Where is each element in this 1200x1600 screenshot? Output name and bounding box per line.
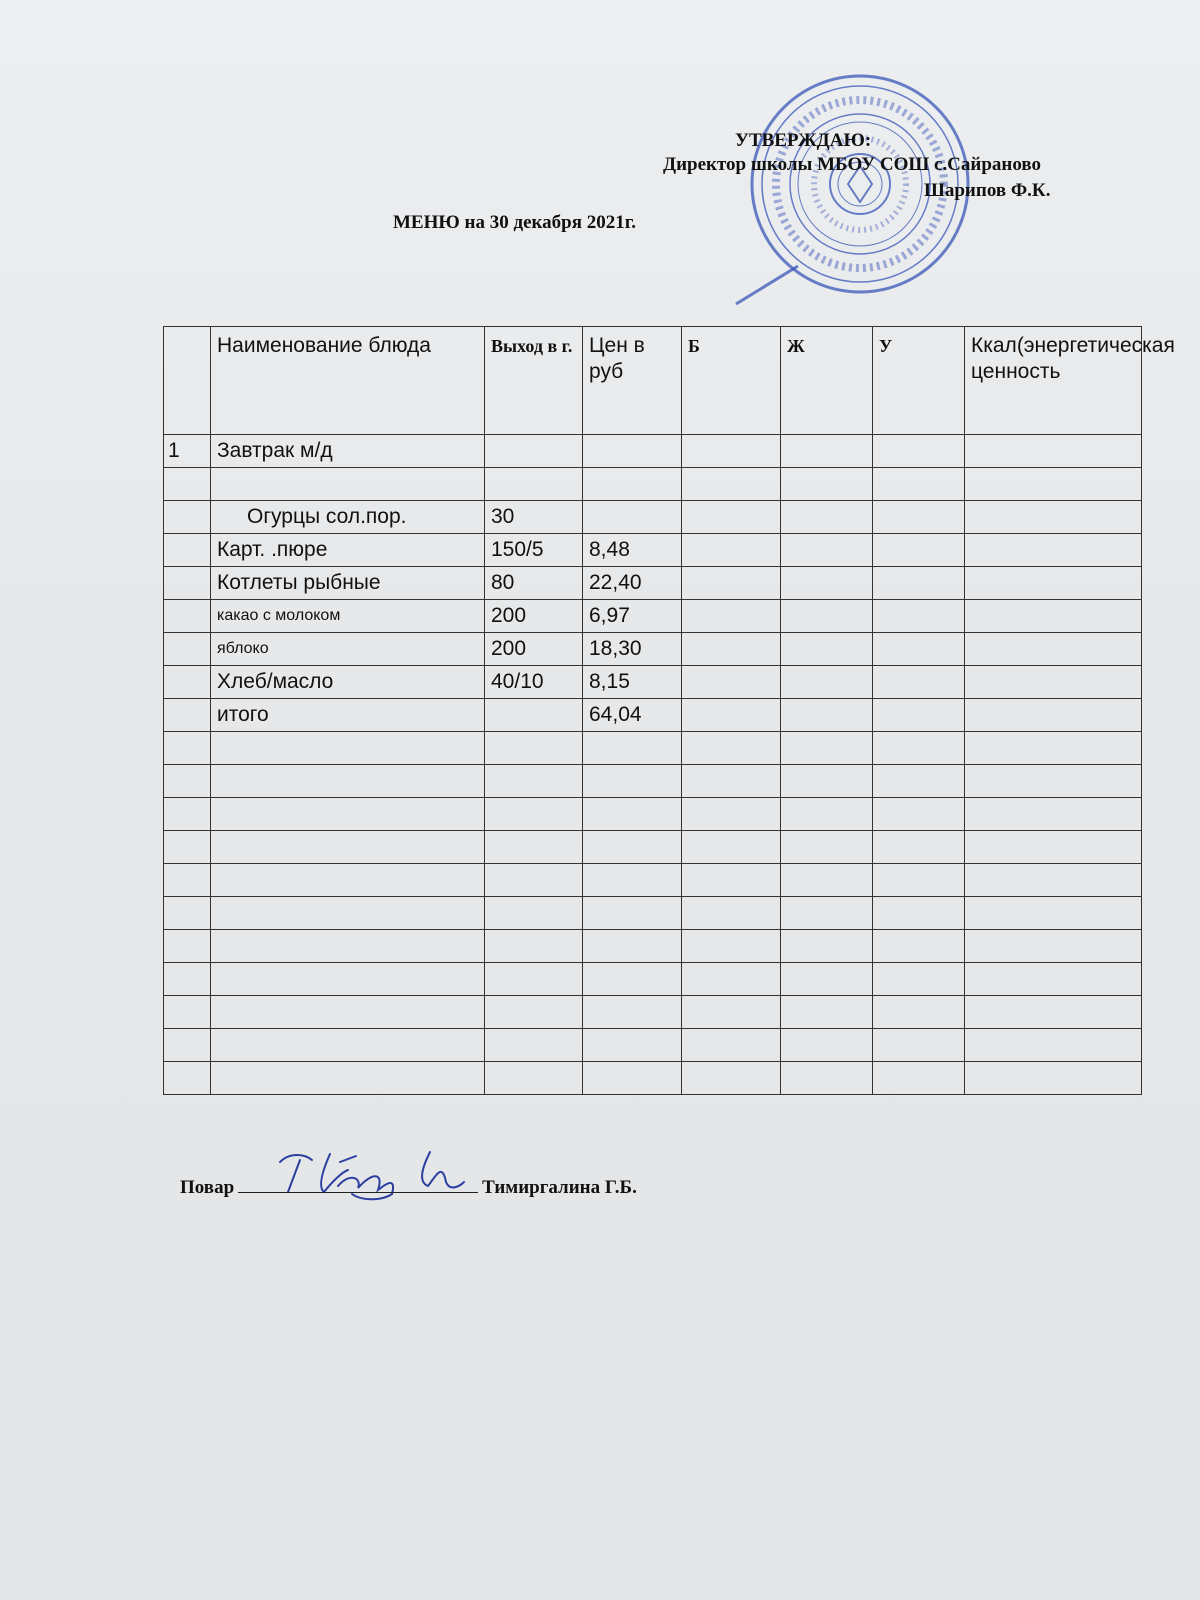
table-cell [873,831,965,864]
table-cell [485,765,583,798]
table-cell: 6,97 [583,600,682,633]
table-cell [965,666,1142,699]
table-cell [781,1062,873,1095]
table-cell [485,435,583,468]
table-cell [873,1062,965,1095]
table-cell [211,468,485,501]
table-cell [965,963,1142,996]
table-cell [682,567,781,600]
table-cell [164,699,211,732]
table-cell [682,468,781,501]
table-cell [781,996,873,1029]
table-cell [211,963,485,996]
table-cell [781,930,873,963]
table-cell [873,600,965,633]
table-cell: итого [211,699,485,732]
table-cell [583,435,682,468]
table-cell [164,897,211,930]
table-cell [164,798,211,831]
table-cell [682,864,781,897]
table-cell [965,732,1142,765]
table-cell [873,534,965,567]
table-cell [211,897,485,930]
table-row [164,435,1142,468]
table-cell [873,765,965,798]
table-cell [873,633,965,666]
table-cell [965,1029,1142,1062]
table-cell [682,666,781,699]
header-cell: Цен в руб [583,327,682,435]
table-cell [583,1029,682,1062]
table-cell [873,996,965,1029]
empty-table-row [164,732,1142,765]
empty-table-row [164,831,1142,864]
table-cell [485,831,583,864]
table-cell [211,996,485,1029]
table-cell [164,501,211,534]
table-cell [164,930,211,963]
table-cell [583,732,682,765]
table-cell [965,765,1142,798]
table-cell [583,963,682,996]
table-cell [211,765,485,798]
table-cell [164,831,211,864]
table-cell: Завтрак м/д [211,435,485,468]
table-cell [965,831,1142,864]
table-cell [965,567,1142,600]
table-cell [682,765,781,798]
table-cell [781,567,873,600]
table-cell [583,468,682,501]
empty-table-row [164,1029,1142,1062]
table-cell [682,996,781,1029]
footer-name: Тимиргалина Г.Б. [482,1177,637,1198]
table-cell [965,435,1142,468]
table-cell [583,1062,682,1095]
header-cell: Выход в г. [485,327,583,435]
table-cell [781,468,873,501]
table-cell [583,864,682,897]
table-cell [781,765,873,798]
table-cell: 30 [485,501,583,534]
table-row [164,600,1142,633]
table-cell [873,732,965,765]
table-cell [965,996,1142,1029]
table-cell [873,468,965,501]
header-cell: Б [682,327,781,435]
table-cell [164,1029,211,1062]
table-cell [583,831,682,864]
table-cell [211,831,485,864]
table-cell [781,435,873,468]
table-cell [781,798,873,831]
table-row [164,633,1142,666]
table-cell [965,930,1142,963]
table-cell [682,1029,781,1062]
table-cell [781,963,873,996]
table-cell [164,996,211,1029]
header-cell: Наименование блюда [211,327,485,435]
table-cell [781,1029,873,1062]
table-cell [781,897,873,930]
table-cell [164,534,211,567]
table-cell [965,699,1142,732]
empty-table-row [164,1062,1142,1095]
table-cell [965,501,1142,534]
table-cell [873,699,965,732]
table-cell: 40/10 [485,666,583,699]
table-cell [781,666,873,699]
table-cell [965,1062,1142,1095]
table-cell [485,1029,583,1062]
table-cell: Хлеб/масло [211,666,485,699]
approval-position: Директор школы МБОУ СОШ с.Сайраново [663,154,1042,175]
table-row [164,501,1142,534]
table-cell [211,732,485,765]
footer-label: Повар [180,1177,235,1198]
table-cell [485,1062,583,1095]
table-cell: 1 [164,435,211,468]
table-cell [682,798,781,831]
table-cell [583,501,682,534]
table-cell [583,897,682,930]
table-cell [164,468,211,501]
table-cell [682,600,781,633]
table-cell [211,1029,485,1062]
table-row [164,534,1142,567]
table-cell [682,930,781,963]
table-cell [485,930,583,963]
table-cell [164,765,211,798]
table-cell [682,963,781,996]
table-cell: Котлеты рыбные [211,567,485,600]
table-cell [781,501,873,534]
table-cell: 22,40 [583,567,682,600]
table-cell [164,600,211,633]
table-cell [682,435,781,468]
table-cell [965,468,1142,501]
table-cell [873,930,965,963]
table-cell [485,897,583,930]
table-cell [164,633,211,666]
header-cell: Ж [781,327,873,435]
table-cell: 200 [485,633,583,666]
table-cell [583,930,682,963]
table-cell [211,798,485,831]
table-cell [211,1062,485,1095]
table-cell: 8,15 [583,666,682,699]
table-cell [485,699,583,732]
table-cell [485,864,583,897]
table-cell: 200 [485,600,583,633]
page-title: МЕНЮ на 30 декабря 2021г. [393,212,637,233]
table-cell [965,633,1142,666]
empty-table-row [164,963,1142,996]
table-cell [873,1029,965,1062]
table-cell [485,468,583,501]
table-cell [583,798,682,831]
footer [180,1174,637,1199]
table-header-row [164,327,1142,435]
table-cell [485,996,583,1029]
table-cell [682,699,781,732]
table-cell [682,732,781,765]
table-cell [965,798,1142,831]
table-cell [873,666,965,699]
table-cell: какао с молоком [211,600,485,633]
table-cell [682,1062,781,1095]
table-row [164,468,1142,501]
empty-table-row [164,930,1142,963]
empty-table-row [164,765,1142,798]
table-cell [781,831,873,864]
table-cell [682,501,781,534]
empty-table-row [164,897,1142,930]
table-cell [873,963,965,996]
table-cell [781,600,873,633]
empty-table-row [164,798,1142,831]
table-cell [682,831,781,864]
table-cell [164,732,211,765]
table-row [164,666,1142,699]
header-cell: Ккал(энергетическая ценность [965,327,1142,435]
table-cell [965,897,1142,930]
empty-table-row [164,864,1142,897]
table-cell [965,600,1142,633]
table-cell: яблоко [211,633,485,666]
table-cell [873,567,965,600]
menu-table [163,326,1175,1095]
table-cell [485,963,583,996]
table-row [164,567,1142,600]
table-cell [211,930,485,963]
table-cell [583,765,682,798]
table-cell [781,699,873,732]
table-cell [682,897,781,930]
table-cell: 64,04 [583,699,682,732]
table-cell [485,732,583,765]
approval-heading: УТВЕРЖДАЮ: [735,130,872,151]
table-cell: Карт. .пюре [211,534,485,567]
table-cell: 150/5 [485,534,583,567]
table-cell [873,897,965,930]
table-cell [781,864,873,897]
table-cell [781,732,873,765]
table-cell [682,534,781,567]
approval-name: Шарипов Ф.К. [924,180,1051,201]
table-cell [485,798,583,831]
table-cell [873,798,965,831]
table-cell [682,633,781,666]
signature-line [238,1174,478,1193]
table-cell [873,864,965,897]
table-cell [164,1062,211,1095]
table-cell: Огурцы сол.пор. [211,501,485,534]
empty-table-row [164,996,1142,1029]
table-cell [164,666,211,699]
table-cell: 80 [485,567,583,600]
table-cell [164,963,211,996]
table-cell: 8,48 [583,534,682,567]
header-cell [164,327,211,435]
table-cell [211,864,485,897]
table-cell [965,864,1142,897]
header-cell: У [873,327,965,435]
table-cell [781,633,873,666]
table-row [164,699,1142,732]
table-cell [965,534,1142,567]
table-cell [164,864,211,897]
table-cell [781,534,873,567]
table-cell [873,501,965,534]
table-cell: 18,30 [583,633,682,666]
table-cell [164,567,211,600]
table-cell [583,996,682,1029]
table-cell [873,435,965,468]
